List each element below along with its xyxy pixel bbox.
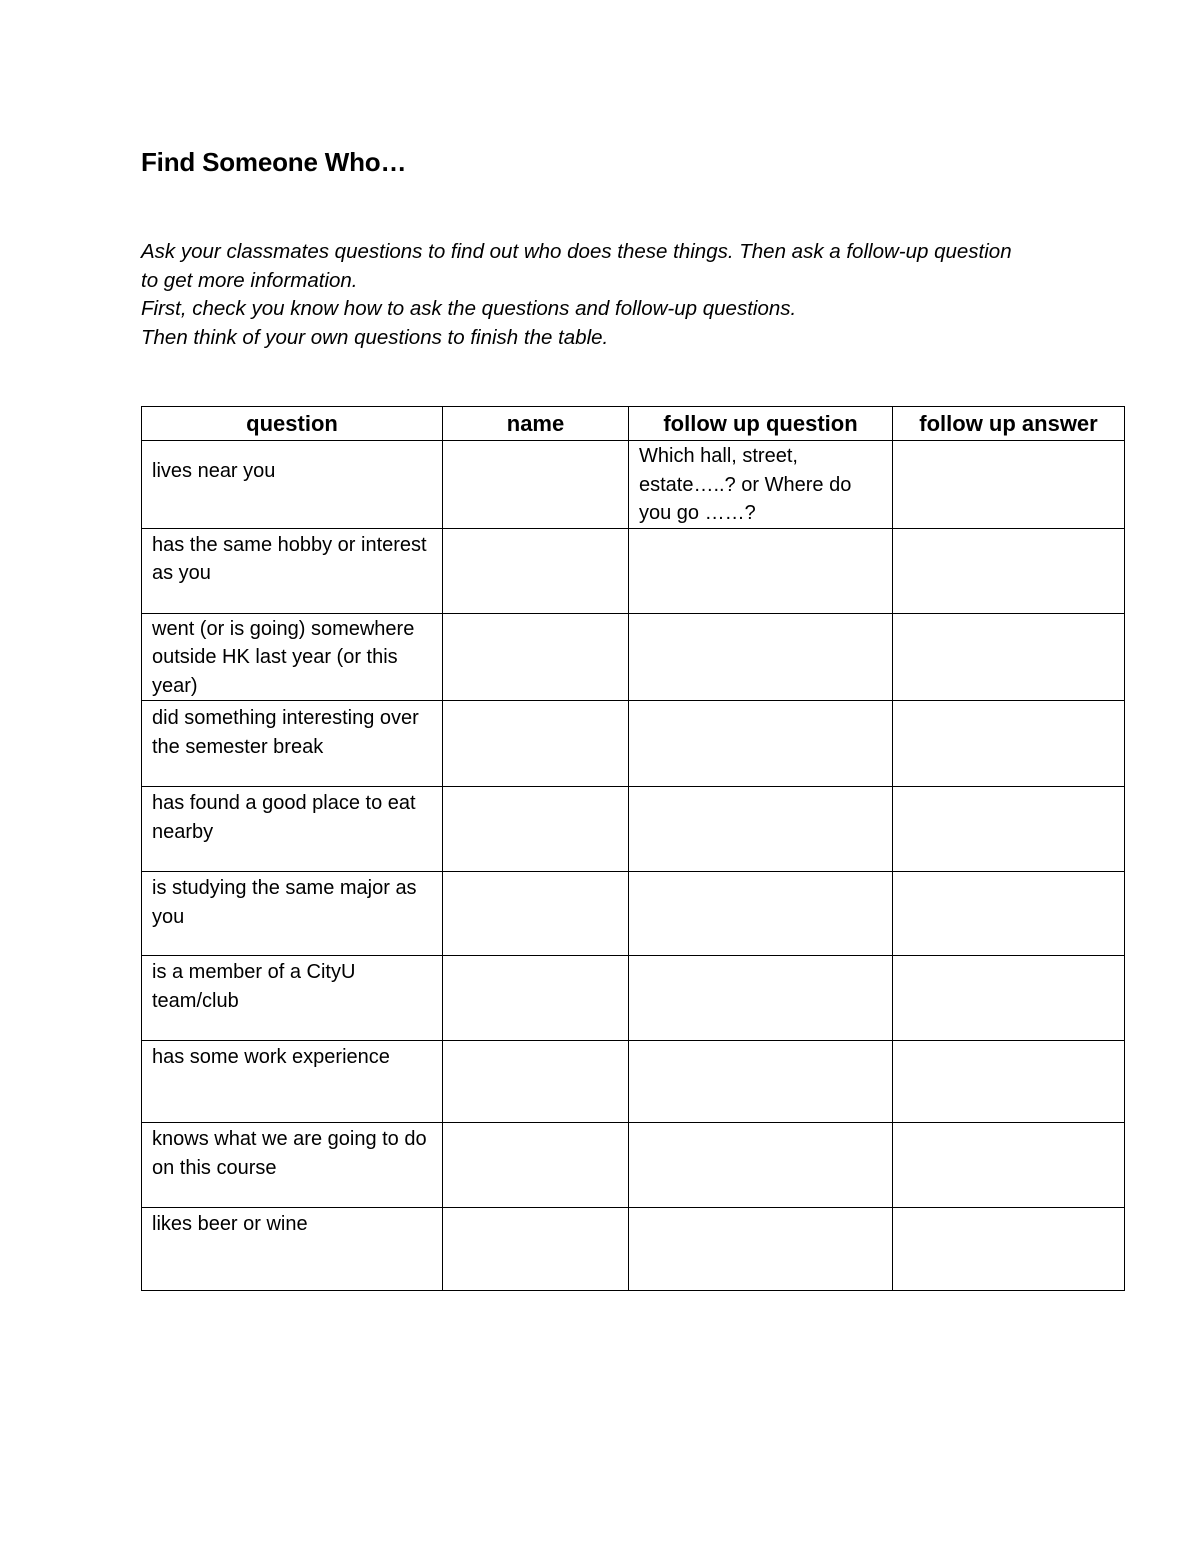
follow-up-question-cell[interactable] — [629, 787, 893, 872]
follow-up-question-cell[interactable]: Which hall, street, estate…..? or Where do you go ……? — [629, 441, 893, 529]
follow-up-answer-cell[interactable] — [893, 1208, 1125, 1291]
follow-up-answer-cell[interactable] — [893, 956, 1125, 1041]
follow-up-question-cell[interactable] — [629, 528, 893, 613]
table-header-row — [142, 407, 1125, 441]
question-cell: did something interesting over the semester break — [142, 701, 443, 787]
question-cell: likes beer or wine — [142, 1208, 443, 1291]
name-cell[interactable] — [443, 1123, 629, 1208]
follow-up-answer-cell[interactable] — [893, 613, 1125, 701]
table-row — [142, 613, 1125, 701]
follow-up-answer-cell[interactable] — [893, 787, 1125, 872]
follow-up-answer-cell[interactable] — [893, 872, 1125, 956]
follow-up-answer-cell[interactable] — [893, 1041, 1125, 1123]
question-cell: knows what we are going to do on this course — [142, 1123, 443, 1208]
page-title: Find Someone Who… — [141, 147, 407, 177]
follow-up-answer-cell[interactable] — [893, 441, 1125, 529]
table-row — [142, 956, 1125, 1041]
column-header-follow-up-question: follow up question — [629, 407, 893, 441]
follow-up-question-cell[interactable] — [629, 872, 893, 956]
follow-up-question-cell[interactable] — [629, 956, 893, 1041]
table-row — [142, 1208, 1125, 1291]
column-header-name: name — [443, 407, 629, 441]
follow-up-question-cell[interactable] — [629, 1123, 893, 1208]
name-cell[interactable] — [443, 956, 629, 1041]
instruction-line: First, check you know how to ask the questions and follow-up questions. — [141, 297, 797, 320]
follow-up-answer-cell[interactable] — [893, 701, 1125, 787]
instruction-line: Then think of your own questions to finish the table. — [141, 325, 609, 349]
column-header-follow-up-answer: follow up answer — [893, 407, 1125, 441]
name-cell[interactable] — [443, 1041, 629, 1123]
follow-up-answer-cell[interactable] — [893, 1123, 1125, 1208]
column-header-question: question — [142, 407, 443, 441]
name-cell[interactable] — [443, 441, 629, 529]
question-cell: went (or is going) somewhere outside HK last year (or this year) — [142, 613, 443, 701]
question-cell: is a member of a CityU team/club — [142, 956, 443, 1041]
table-row — [142, 528, 1125, 613]
name-cell[interactable] — [443, 528, 629, 613]
question-cell: is studying the same major as you — [142, 872, 443, 956]
follow-up-question-cell[interactable] — [629, 701, 893, 787]
name-cell[interactable] — [443, 787, 629, 872]
table-row — [142, 1041, 1125, 1123]
follow-up-answer-cell[interactable] — [893, 528, 1125, 613]
question-cell: has the same hobby or interest as you — [142, 528, 443, 613]
instruction-line: Ask your classmates questions to find out who does these things. Then ask a follow-up question to get more information. — [141, 240, 1012, 292]
table-row — [142, 441, 1125, 529]
table-row — [142, 701, 1125, 787]
name-cell[interactable] — [443, 701, 629, 787]
question-cell: has found a good place to eat nearby — [142, 787, 443, 872]
table-row — [142, 787, 1125, 872]
find-someone-table — [141, 406, 1125, 1291]
table-row — [142, 1123, 1125, 1208]
name-cell[interactable] — [443, 1208, 629, 1291]
follow-up-question-cell[interactable] — [629, 613, 893, 701]
table-row — [142, 872, 1125, 956]
question-cell: lives near you — [142, 441, 443, 529]
instructions — [141, 238, 1101, 352]
name-cell[interactable] — [443, 613, 629, 701]
follow-up-question-cell[interactable] — [629, 1041, 893, 1123]
follow-up-question-cell[interactable] — [629, 1208, 893, 1291]
name-cell[interactable] — [443, 872, 629, 956]
question-cell: has some work experience — [142, 1041, 443, 1123]
